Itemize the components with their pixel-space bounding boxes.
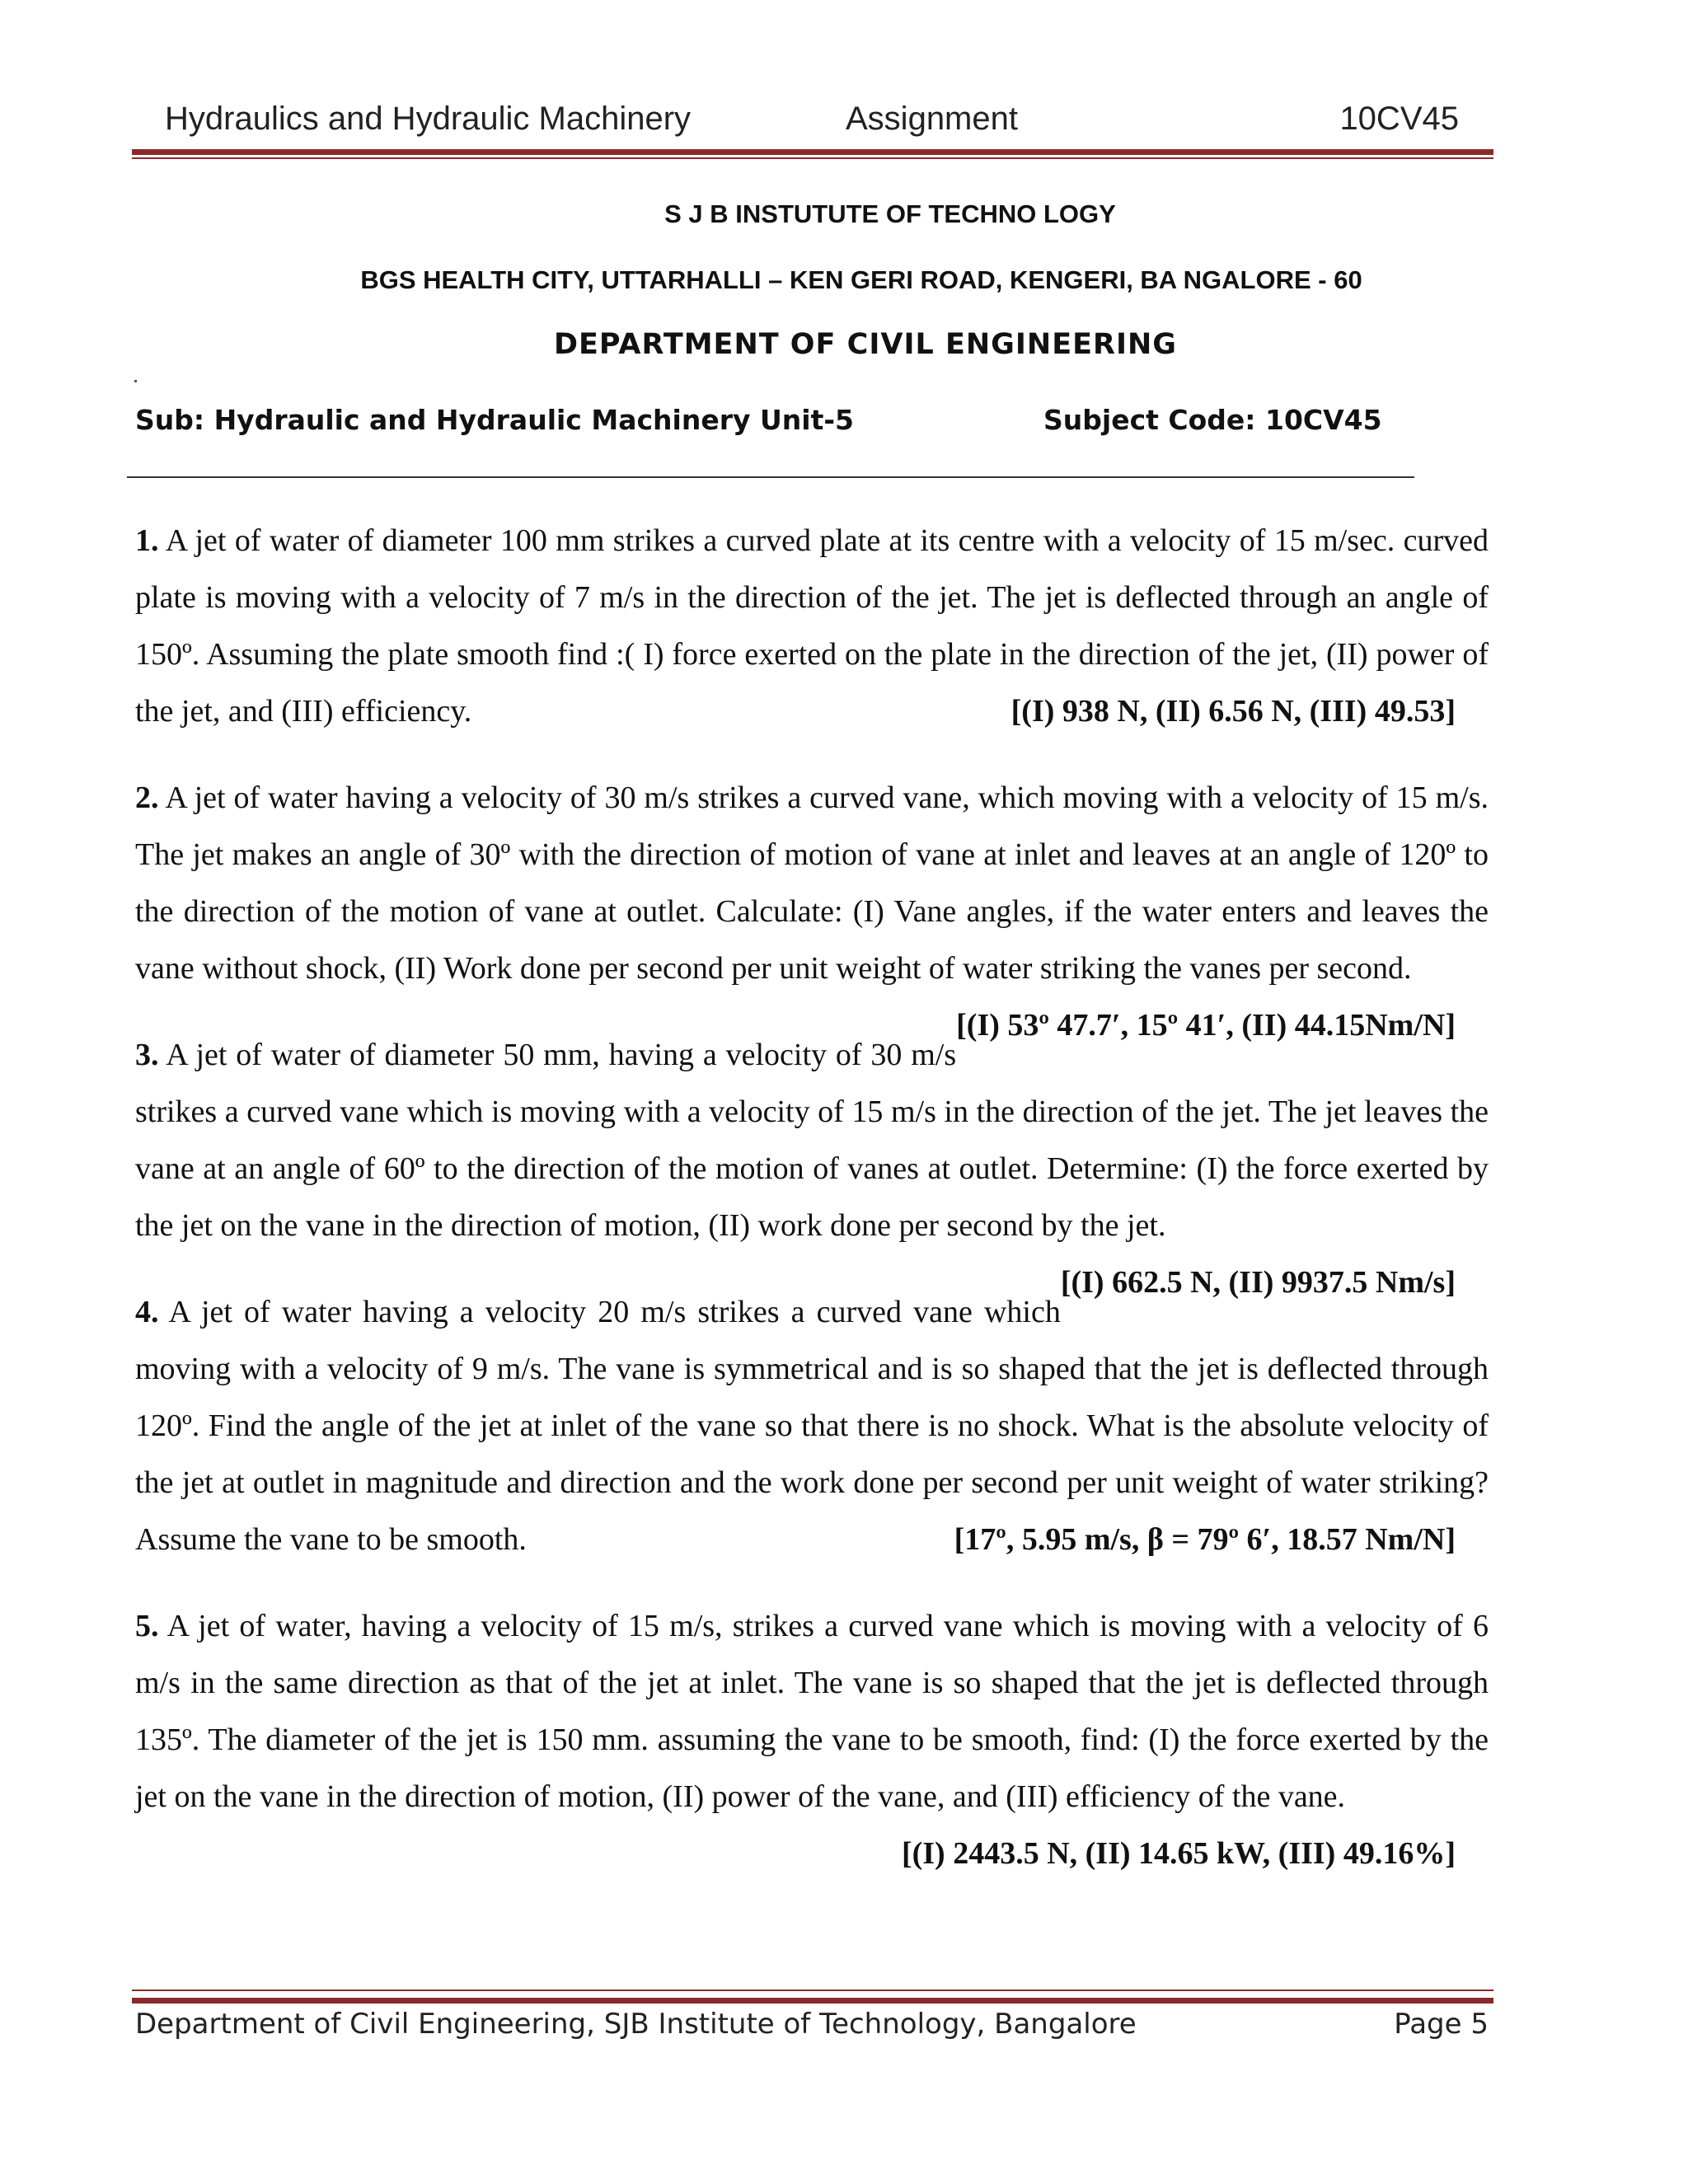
question-answer: [(I) 2443.5 N, (II) 14.65 kW, (III) 49.16%] xyxy=(901,1836,1456,1871)
question-answer: [17º, 5.95 m/s, β = 79º 6′, 18.57 Nm/N] xyxy=(954,1522,1456,1557)
question-item xyxy=(135,770,1489,1043)
department-title: DEPARTMENT OF CIVIL ENGINEERING xyxy=(553,328,1178,361)
header-rule-thick xyxy=(132,149,1493,155)
stray-mark xyxy=(134,380,137,382)
header-course-title: Hydraulics and Hydraulic Machinery xyxy=(165,101,692,137)
question-number: 1. xyxy=(135,523,159,558)
header-course-code: 10CV45 xyxy=(1339,101,1459,137)
question-number: 4. xyxy=(135,1295,159,1329)
question-text: A jet of water of diameter 50 mm, having a velocity of 30 m/s strikes a curved vane which is moving with a velocity of 15 m/s in the direction of the jet. The jet leaves the vane at an angle of 60º to the direction of the motion of vanes at outlet. Determine: (I) the force exerted by the jet on the vane in the direction of motion, (II) work done per second by the jet. xyxy=(135,1038,1489,1243)
question-answer: [(I) 662.5 N, (II) 9937.5 Nm/s] xyxy=(1060,1265,1456,1300)
footer-rule-thick xyxy=(132,1998,1493,2004)
question-number: 3. xyxy=(135,1038,159,1072)
question-text: A jet of water having a velocity 20 m/s strikes a curved vane which moving with a velocity of 9 m/s. The vane is symmetrical and is so shaped that the jet is deflected through 120º. Find the angle of the jet at inlet of the vane so that there is no shock. What is the absolute velocity of the jet at outlet in magnitude and direction and the work done per second per unit weight of water striking? Assume the vane to be smooth. xyxy=(135,1295,1489,1557)
institution-name: S J B INSTUTUTE OF TECHNO LOGY xyxy=(664,199,1116,228)
subject-code: Subject Code: 10CV45 xyxy=(1043,404,1382,436)
institution-address: BGS HEALTH CITY, UTTARHALLI – KEN GERI ROAD, KENGERI, BA NGALORE - 60 xyxy=(360,265,1362,294)
question-text: A jet of water of diameter 100 mm strikes a curved plate at its centre with a velocity of 15 m/sec. curved plate is moving with a velocity of 7 m/s in the direction of the jet. The jet is deflected through an angle of 150º. Assuming the plate smooth find :( I) force exerted on the plate in the direction of the jet, (II) power of the jet, and (III) efficiency. xyxy=(135,523,1489,729)
question-item xyxy=(135,513,1489,740)
question-item xyxy=(135,1284,1489,1568)
subject-row xyxy=(135,404,1388,445)
header-doc-type: Assignment xyxy=(846,101,1018,137)
question-item xyxy=(135,1598,1489,1871)
question-answer: [(I) 53º 47.7′, 15º 41′, (II) 44.15Nm/N] xyxy=(956,1008,1456,1043)
question-text: A jet of water, having a velocity of 15 m/s, strikes a curved vane which is moving with a velocity of 6 m/s in the same direction as that of the jet at inlet. The vane is so shaped that the jet is deflected through 135º. The diameter of the jet is 150 mm. assuming the vane to be smooth, find: (I) the force exerted by the jet on the vane in the direction of motion, (II) power of the vane, and (III) efficiency of the vane. xyxy=(135,1609,1489,1814)
question-number: 5. xyxy=(135,1609,159,1643)
question-answer: [(I) 938 N, (II) 6.56 N, (III) 49.53] xyxy=(1010,694,1456,729)
question-list xyxy=(135,513,1489,1882)
subject-title: Sub: Hydraulic and Hydraulic Machinery Unit-5 xyxy=(135,404,855,436)
question-number: 2. xyxy=(135,780,159,815)
question-text: A jet of water having a velocity of 30 m/s strikes a curved vane, which moving with a velocity of 15 m/s. The jet makes an angle of 30º with the direction of motion of vane at inlet and leaves at an angle of 120º to the direction of the motion of vane at outlet. Calculate: (I) Vane angles, if the water enters and leaves the vane without shock, (II) Work done per second per unit weight of water striking the vanes per second. xyxy=(135,780,1489,986)
page-number: Page 5 xyxy=(1394,2008,1489,2041)
running-header xyxy=(165,101,1459,147)
header-rule-thin xyxy=(132,157,1493,159)
running-footer xyxy=(135,2008,1489,2054)
footer-rule-thin xyxy=(132,1990,1493,1991)
footer-institution: Department of Civil Engineering, SJB Institute of Technology, Bangalore xyxy=(135,2008,1137,2041)
question-item xyxy=(135,1027,1489,1300)
subject-underline xyxy=(127,476,1414,478)
